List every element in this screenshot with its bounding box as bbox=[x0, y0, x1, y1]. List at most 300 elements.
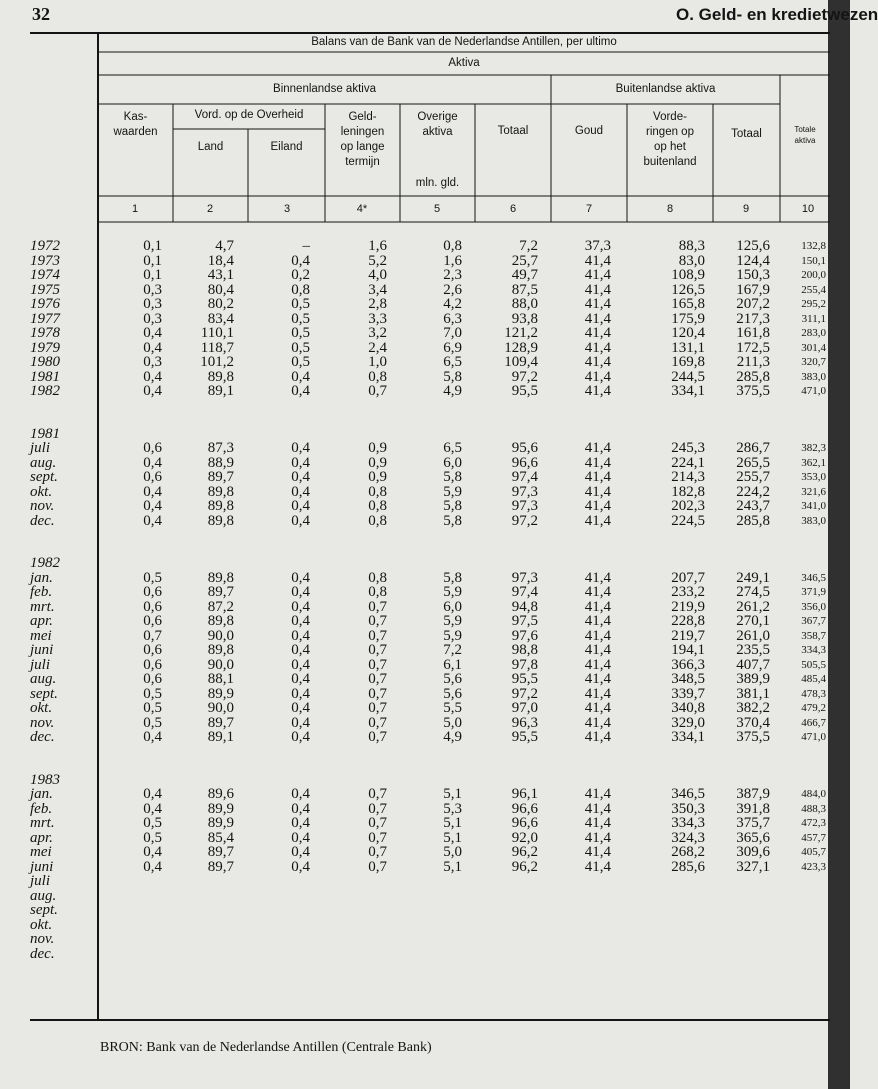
table-cell: 7,2 bbox=[443, 642, 462, 658]
table-cell: 423,3 bbox=[801, 860, 826, 873]
table-cell: 0,5 bbox=[143, 700, 162, 716]
table-cell: 89,7 bbox=[207, 469, 234, 485]
table-cell: 0,4 bbox=[291, 584, 310, 600]
table-cell: 1,0 bbox=[368, 354, 387, 370]
table-cell: 131,1 bbox=[671, 339, 705, 356]
table-cell: 346,5 bbox=[671, 786, 705, 802]
table-cell: 0,4 bbox=[291, 368, 310, 385]
table-cell: 405,7 bbox=[801, 846, 826, 858]
row-label: aug. bbox=[30, 454, 57, 471]
table-cell: 249,1 bbox=[736, 569, 770, 586]
header-unit: mln. gld. bbox=[415, 177, 460, 189]
table-cell: 0,1 bbox=[143, 252, 162, 269]
table-cell: 97,4 bbox=[511, 469, 538, 485]
table-cell: 471,0 bbox=[801, 731, 826, 743]
table-cell: 41,4 bbox=[584, 339, 611, 356]
table-cell: 89,7 bbox=[207, 584, 234, 600]
table-cell: 301,4 bbox=[801, 341, 826, 354]
table-cell: 6,3 bbox=[443, 310, 462, 327]
table-row bbox=[0, 470, 850, 485]
table-cell: 89,6 bbox=[207, 786, 234, 802]
row-label: sept. bbox=[30, 469, 58, 485]
table-cell: 339,7 bbox=[671, 685, 705, 702]
header-overige: Overige aktiva bbox=[417, 111, 458, 138]
table-cell: 97,5 bbox=[511, 613, 538, 629]
table-cell: 161,8 bbox=[736, 325, 770, 341]
table-cell: 0,8 bbox=[291, 281, 310, 298]
table-cell: 0,4 bbox=[291, 800, 310, 817]
row-label: okt. bbox=[30, 916, 53, 933]
table-cell: 382,2 bbox=[736, 700, 770, 716]
table-cell: 89,8 bbox=[207, 569, 234, 586]
table-cell: 0,6 bbox=[143, 598, 162, 615]
table-cell: 80,4 bbox=[207, 281, 234, 298]
table-cell: 0,4 bbox=[143, 383, 162, 399]
table-cell: 90,0 bbox=[207, 627, 234, 644]
row-label: 1982 bbox=[30, 383, 60, 399]
header-totaal: Totaal bbox=[497, 125, 529, 137]
table-cell: 5,8 bbox=[443, 498, 462, 514]
table-cell: 97,3 bbox=[511, 569, 538, 586]
table-cell: 85,4 bbox=[207, 829, 234, 846]
table-cell: 366,3 bbox=[671, 656, 705, 673]
table-cell: 224,2 bbox=[736, 483, 770, 500]
table-cell: 7,2 bbox=[519, 238, 538, 254]
table-row bbox=[0, 845, 850, 860]
table-cell: 5,2 bbox=[368, 252, 387, 269]
table-cell: 334,1 bbox=[671, 729, 705, 745]
table-cell: 172,5 bbox=[736, 339, 770, 356]
table-cell: 41,4 bbox=[584, 729, 611, 745]
table-cell: 41,4 bbox=[584, 310, 611, 327]
table-cell: 1,6 bbox=[368, 238, 387, 254]
table-cell: 0,4 bbox=[143, 498, 162, 514]
table-row bbox=[0, 600, 850, 615]
table-cell: 211,3 bbox=[736, 354, 770, 370]
table-cell: 5,8 bbox=[443, 469, 462, 485]
table-cell: 89,1 bbox=[207, 383, 234, 399]
table-cell: 0,4 bbox=[291, 671, 310, 687]
table-cell: 0,4 bbox=[291, 383, 310, 399]
table-row bbox=[0, 658, 850, 673]
table-cell: 285,8 bbox=[736, 368, 770, 385]
table-cell: 41,4 bbox=[584, 671, 611, 687]
table-cell: 2,3 bbox=[443, 267, 462, 283]
table-cell: 268,2 bbox=[671, 844, 705, 860]
table-cell: 0,7 bbox=[368, 383, 387, 399]
table-cell: 98,8 bbox=[511, 642, 538, 658]
table-cell: 0,8 bbox=[368, 512, 387, 529]
table-cell: 0,4 bbox=[291, 498, 310, 514]
table-cell: 41,4 bbox=[584, 656, 611, 673]
table-cell: 0,7 bbox=[368, 613, 387, 629]
table-cell: 41,4 bbox=[584, 483, 611, 500]
table-cell: 0,6 bbox=[143, 656, 162, 673]
table-cell: 4,9 bbox=[443, 383, 462, 399]
table-cell: 0,4 bbox=[291, 627, 310, 644]
table-cell: 0,3 bbox=[143, 296, 162, 312]
table-cell: 167,9 bbox=[736, 281, 770, 298]
table-cell: 43,1 bbox=[207, 267, 234, 283]
table-row bbox=[0, 918, 850, 933]
table-row bbox=[0, 456, 850, 471]
header-totale-aktiva: Totale aktiva bbox=[794, 125, 816, 145]
row-label: dec. bbox=[30, 945, 55, 962]
table-cell: 97,2 bbox=[511, 685, 538, 702]
row-label: okt. bbox=[30, 483, 53, 500]
table-cell: 0,3 bbox=[143, 310, 162, 327]
table-row bbox=[0, 716, 850, 731]
table-cell: 285,8 bbox=[736, 512, 770, 529]
table-cell: 87,3 bbox=[207, 440, 234, 456]
table-cell: 18,4 bbox=[207, 252, 234, 269]
table-cell: 4,0 bbox=[368, 267, 387, 283]
source-note: BRON: Bank van de Nederlandse Antillen (Centrale Bank) bbox=[100, 1040, 432, 1055]
row-label: 1972 bbox=[30, 238, 60, 254]
table-cell: 207,2 bbox=[736, 296, 770, 312]
table-cell: 3,4 bbox=[368, 281, 387, 298]
row-label: apr. bbox=[30, 613, 53, 629]
table-cell: 0,7 bbox=[368, 685, 387, 702]
table-cell: 0,7 bbox=[368, 786, 387, 802]
table-cell: 87,5 bbox=[511, 281, 538, 298]
table-cell: 88,0 bbox=[511, 296, 538, 312]
table-cell: 0,8 bbox=[443, 238, 462, 254]
table-cell: 346,5 bbox=[801, 571, 826, 584]
table-cell: 0,4 bbox=[291, 440, 310, 456]
header-aktiva: Aktiva bbox=[448, 57, 480, 69]
table-cell: 0,9 bbox=[368, 440, 387, 456]
table-cell: 89,8 bbox=[207, 642, 234, 658]
table-cell: 0,5 bbox=[291, 325, 310, 341]
table-row bbox=[0, 571, 850, 586]
table-cell: 89,8 bbox=[207, 498, 234, 514]
table-cell: 244,5 bbox=[671, 368, 705, 385]
table-cell: 0,5 bbox=[143, 829, 162, 846]
header-totaal-buiten: Totaal bbox=[731, 128, 762, 140]
table-cell: 97,8 bbox=[511, 656, 538, 673]
table-cell: 88,3 bbox=[678, 238, 705, 254]
header-eiland: Eiland bbox=[270, 141, 303, 153]
table-cell: 389,9 bbox=[736, 671, 770, 687]
table-cell: 0,9 bbox=[368, 454, 387, 471]
table-cell: 0,5 bbox=[291, 354, 310, 370]
table-cell: 83,4 bbox=[207, 310, 234, 327]
table-cell: 41,4 bbox=[584, 829, 611, 846]
table-cell: 41,4 bbox=[584, 700, 611, 716]
header-kaswaarden: Kas- waarden bbox=[113, 111, 158, 138]
table-cell: 217,3 bbox=[736, 310, 770, 327]
table-cell: 371,9 bbox=[801, 586, 826, 598]
table-row bbox=[0, 773, 850, 788]
row-label: jan. bbox=[30, 786, 53, 802]
table-cell: 0,2 bbox=[291, 267, 310, 283]
table-cell: 0,6 bbox=[143, 469, 162, 485]
table-cell: 0,5 bbox=[143, 685, 162, 702]
table-cell: 375,5 bbox=[736, 729, 770, 745]
table-cell: 327,1 bbox=[736, 858, 770, 875]
table-cell: 488,3 bbox=[801, 802, 826, 815]
row-label: juni bbox=[30, 642, 54, 658]
table-cell: 89,8 bbox=[207, 483, 234, 500]
table-row bbox=[0, 384, 850, 399]
table-row bbox=[0, 687, 850, 702]
table-cell: 255,4 bbox=[801, 283, 826, 296]
row-label: aug. bbox=[30, 671, 57, 687]
table-row bbox=[0, 499, 850, 514]
table-cell: 505,5 bbox=[801, 658, 826, 671]
row-label: dec. bbox=[30, 512, 55, 529]
row-label: sept. bbox=[30, 685, 58, 702]
table-cell: 109,4 bbox=[504, 354, 538, 370]
table-cell: 0,4 bbox=[291, 469, 310, 485]
table-cell: 235,5 bbox=[736, 642, 770, 658]
table-row bbox=[0, 239, 850, 254]
table-cell: 329,0 bbox=[671, 714, 705, 731]
column-number: 6 bbox=[509, 203, 517, 215]
table-cell: 41,4 bbox=[584, 714, 611, 731]
table-cell: 5,1 bbox=[443, 815, 462, 831]
table-cell: 311,1 bbox=[801, 312, 826, 325]
table-cell: 0,4 bbox=[291, 569, 310, 586]
table-cell: 243,7 bbox=[736, 498, 770, 514]
table-cell: 92,0 bbox=[511, 829, 538, 846]
table-cell: 41,4 bbox=[584, 368, 611, 385]
table-cell: 120,4 bbox=[671, 325, 705, 341]
row-label: feb. bbox=[30, 800, 53, 817]
table-cell: 0,4 bbox=[143, 786, 162, 802]
table-cell: 41,4 bbox=[584, 296, 611, 312]
row-label: juli bbox=[30, 873, 51, 889]
row-label: mrt. bbox=[30, 815, 55, 831]
table-cell: 0,4 bbox=[143, 512, 162, 529]
table-cell: 83,0 bbox=[678, 252, 705, 269]
table-cell: 41,4 bbox=[584, 512, 611, 529]
table-row bbox=[0, 326, 850, 341]
table-cell: 6,0 bbox=[443, 598, 462, 615]
header-binnenlandse: Binnenlandse aktiva bbox=[273, 83, 376, 95]
table-cell: 219,7 bbox=[671, 627, 705, 644]
table-cell: 5,6 bbox=[443, 671, 462, 687]
table-cell: 0,4 bbox=[291, 483, 310, 500]
table-cell: 375,7 bbox=[736, 815, 770, 831]
table-row bbox=[0, 831, 850, 846]
table-row bbox=[0, 860, 850, 875]
table-cell: 286,7 bbox=[736, 440, 770, 456]
table-cell: 89,9 bbox=[207, 685, 234, 702]
table-cell: 295,2 bbox=[801, 298, 826, 310]
table-cell: 6,9 bbox=[443, 339, 462, 356]
table-cell: 5,9 bbox=[443, 627, 462, 644]
row-label: 1978 bbox=[30, 325, 60, 341]
table-cell: 0,4 bbox=[291, 642, 310, 658]
table-row bbox=[0, 787, 850, 802]
table-cell: 362,1 bbox=[801, 456, 826, 469]
table-cell: 0,8 bbox=[368, 569, 387, 586]
table-cell: 207,7 bbox=[671, 569, 705, 586]
table-cell: 0,4 bbox=[291, 512, 310, 529]
table-cell: 41,4 bbox=[584, 800, 611, 817]
table-cell: 89,7 bbox=[207, 858, 234, 875]
table-cell: 0,8 bbox=[368, 584, 387, 600]
table-cell: 97,3 bbox=[511, 483, 538, 500]
column-number: 3 bbox=[283, 203, 291, 215]
table-cell: 0,4 bbox=[291, 786, 310, 802]
table-cell: 334,3 bbox=[801, 644, 826, 656]
table-cell: 5,6 bbox=[443, 685, 462, 702]
table-row bbox=[0, 585, 850, 600]
table-cell: 5,9 bbox=[443, 613, 462, 629]
table-row bbox=[0, 932, 850, 947]
table-cell: 214,3 bbox=[671, 469, 705, 485]
table-cell: 132,8 bbox=[801, 240, 826, 252]
table-title: Balans van de Bank van de Nederlandse Antillen, per ultimo bbox=[311, 36, 617, 48]
row-label: okt. bbox=[30, 700, 53, 716]
table-cell: 0,4 bbox=[291, 844, 310, 860]
table-cell: 88,9 bbox=[207, 454, 234, 471]
table-cell: 484,0 bbox=[801, 788, 826, 800]
column-number: 9 bbox=[742, 203, 750, 215]
table-cell: 0,4 bbox=[143, 729, 162, 745]
table-cell: 1,6 bbox=[443, 252, 462, 269]
table-cell: 382,3 bbox=[801, 442, 826, 454]
table-cell: 96,6 bbox=[511, 454, 538, 471]
table-cell: 261,2 bbox=[736, 598, 770, 615]
table-cell: 219,9 bbox=[671, 598, 705, 615]
row-label: 1981 bbox=[30, 368, 60, 385]
table-cell: 0,7 bbox=[368, 800, 387, 817]
header-geldleningen: Geld- leningen op lange termijn bbox=[340, 111, 385, 168]
table-cell: 320,7 bbox=[801, 356, 826, 368]
table-cell: 41,4 bbox=[584, 454, 611, 471]
table-cell: 0,7 bbox=[368, 642, 387, 658]
table-cell: 4,7 bbox=[215, 238, 234, 254]
header-land: Land bbox=[197, 141, 224, 153]
table-cell: 41,4 bbox=[584, 440, 611, 456]
table-cell: 0,6 bbox=[143, 584, 162, 600]
table-cell: 41,4 bbox=[584, 685, 611, 702]
table-cell: – bbox=[302, 238, 310, 254]
table-cell: 5,3 bbox=[443, 800, 462, 817]
row-label: 1979 bbox=[30, 339, 60, 356]
table-cell: 0,7 bbox=[368, 844, 387, 860]
table-row bbox=[0, 283, 850, 298]
table-cell: 89,8 bbox=[207, 368, 234, 385]
table-cell: 96,1 bbox=[511, 786, 538, 802]
table-cell: 0,4 bbox=[291, 815, 310, 831]
table-cell: 370,4 bbox=[736, 714, 770, 731]
table-cell: 37,3 bbox=[584, 238, 611, 254]
table-cell: 108,9 bbox=[671, 267, 705, 283]
table-cell: 182,8 bbox=[671, 483, 705, 500]
table-cell: 0,6 bbox=[143, 642, 162, 658]
table-cell: 89,9 bbox=[207, 800, 234, 817]
row-label: mei bbox=[30, 844, 52, 860]
table-cell: 5,8 bbox=[443, 569, 462, 586]
table-cell: 478,3 bbox=[801, 687, 826, 700]
table-cell: 25,7 bbox=[511, 252, 538, 269]
table-cell: 348,5 bbox=[671, 671, 705, 687]
table-cell: 5,8 bbox=[443, 512, 462, 529]
table-cell: 5,8 bbox=[443, 368, 462, 385]
table-cell: 41,4 bbox=[584, 469, 611, 485]
table-cell: 0,7 bbox=[368, 627, 387, 644]
table-cell: 0,4 bbox=[143, 858, 162, 875]
table-row bbox=[0, 903, 850, 918]
table-row bbox=[0, 370, 850, 385]
table-cell: 0,8 bbox=[368, 368, 387, 385]
table-cell: 0,7 bbox=[368, 598, 387, 615]
table-cell: 5,1 bbox=[443, 786, 462, 802]
table-cell: 89,8 bbox=[207, 613, 234, 629]
table-cell: 3,2 bbox=[368, 325, 387, 341]
table-cell: 150,3 bbox=[736, 267, 770, 283]
column-number: 10 bbox=[801, 203, 815, 215]
row-label: juni bbox=[30, 858, 54, 875]
table-cell: 0,5 bbox=[291, 296, 310, 312]
table-cell: 6,5 bbox=[443, 354, 462, 370]
row-label: 1983 bbox=[30, 771, 60, 788]
table-cell: 0,1 bbox=[143, 267, 162, 283]
table-cell: 0,7 bbox=[368, 829, 387, 846]
table-cell: 6,1 bbox=[443, 656, 462, 673]
table-cell: 0,6 bbox=[143, 671, 162, 687]
row-label: jan. bbox=[30, 569, 53, 586]
table-cell: 41,4 bbox=[584, 584, 611, 600]
table-row bbox=[0, 614, 850, 629]
table-cell: 89,1 bbox=[207, 729, 234, 745]
table-cell: 96,2 bbox=[511, 844, 538, 860]
row-label: nov. bbox=[30, 498, 55, 514]
row-label: juli bbox=[30, 440, 51, 456]
table-cell: 126,5 bbox=[671, 281, 705, 298]
table-cell: 0,8 bbox=[368, 498, 387, 514]
table-row bbox=[0, 355, 850, 370]
column-number: 7 bbox=[585, 203, 593, 215]
table-row bbox=[0, 672, 850, 687]
table-cell: 334,1 bbox=[671, 383, 705, 399]
table-cell: 334,3 bbox=[671, 815, 705, 831]
table-cell: 309,6 bbox=[736, 844, 770, 860]
table-cell: 0,4 bbox=[291, 829, 310, 846]
table-row bbox=[0, 889, 850, 904]
table-cell: 5,0 bbox=[443, 844, 462, 860]
header-vord-overheid: Vord. op de Overheid bbox=[194, 109, 304, 121]
table-cell: 341,0 bbox=[801, 500, 826, 512]
row-label: feb. bbox=[30, 584, 53, 600]
header-vorderingen: Vorde- ringen op op het buitenland bbox=[643, 111, 697, 168]
table-cell: 0,7 bbox=[368, 700, 387, 716]
table-cell: 49,7 bbox=[511, 267, 538, 283]
table-cell: 97,2 bbox=[511, 512, 538, 529]
table-cell: 80,2 bbox=[207, 296, 234, 312]
table-cell: 224,1 bbox=[671, 454, 705, 471]
table-cell: 175,9 bbox=[671, 310, 705, 327]
table-cell: 387,9 bbox=[736, 786, 770, 802]
table-cell: 0,5 bbox=[143, 714, 162, 731]
header-buitenlandse: Buitenlandse aktiva bbox=[615, 83, 716, 95]
column-number: 2 bbox=[206, 203, 214, 215]
table-cell: 118,7 bbox=[200, 339, 234, 356]
table-cell: 321,6 bbox=[801, 485, 826, 498]
row-label: 1980 bbox=[30, 354, 60, 370]
table-cell: 0,4 bbox=[291, 656, 310, 673]
table-cell: 0,4 bbox=[291, 700, 310, 716]
table-row bbox=[0, 268, 850, 283]
table-cell: 383,0 bbox=[801, 370, 826, 383]
table-cell: 96,6 bbox=[511, 815, 538, 831]
table-cell: 41,4 bbox=[584, 252, 611, 269]
